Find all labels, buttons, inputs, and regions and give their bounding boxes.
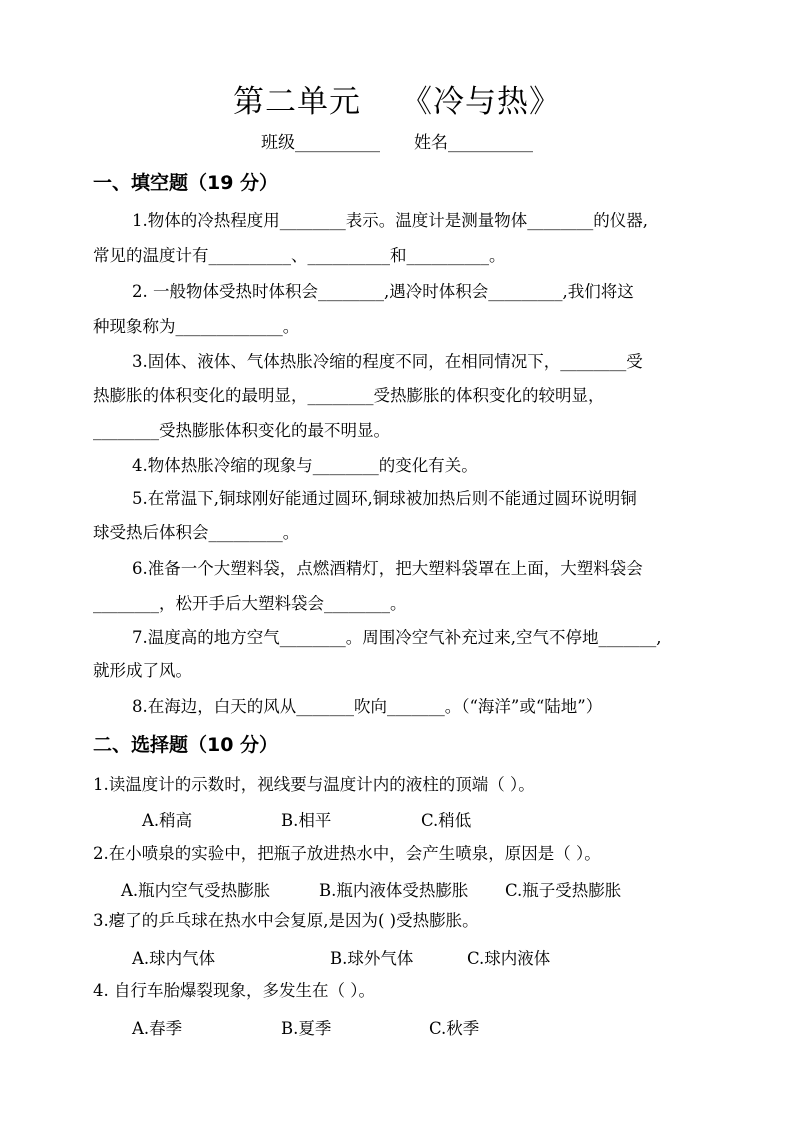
question-line: 种现象称为_____________。 [93, 317, 300, 336]
name-field[interactable]: 姓名__________ [414, 133, 533, 153]
choice-option[interactable]: A.春季 [132, 1019, 183, 1038]
question-line: 6.准备一个大塑料袋，点燃酒精灯，把大塑料袋罩在上面，大塑料袋会 [132, 559, 643, 578]
student-info [0, 128, 794, 153]
question-line: 就形成了风。 [93, 661, 192, 680]
question-line: 1.物体的冷热程度用________表示。温度计是测量物体________的仪器, [132, 211, 648, 230]
question-line: ________受热膨胀体积变化的最不明显。 [93, 421, 390, 440]
page-title [0, 76, 794, 121]
question-line: 8.在海边，白天的风从_______吹向_______。（“海洋”或“陆地”） [132, 697, 603, 716]
question-line: 7.温度高的地方空气________。周围冷空气补充过来,空气不停地_______, [132, 628, 662, 647]
question-line: 4.物体热胀冷缩的现象与________的变化有关。 [132, 456, 478, 475]
question-line: 3.固体、液体、气体热胀冷缩的程度不同，在相同情况下，________受 [132, 352, 643, 371]
choice-question: 4. 自行车胎爆裂现象，多发生在（ ）。 [93, 981, 375, 1000]
question-line: 2. 一般物体受热时体积会________,遇冷时体积会_________,我们将这 [132, 282, 634, 301]
question-line: 5.在常温下,铜球刚好能通过圆环,铜球被加热后则不能通过圆环说明铜 [132, 489, 637, 508]
choice-option[interactable]: A.球内气体 [132, 949, 216, 968]
question-line: ________，松开手后大塑料袋会________。 [93, 594, 407, 613]
choice-option[interactable]: C.稍低 [421, 811, 472, 830]
class-field[interactable]: 班级__________ [261, 133, 380, 153]
choice-option[interactable]: A.稍高 [142, 811, 193, 830]
choice-question: 2.在小喷泉的实验中，把瓶子放进热水中，会产生喷泉，原因是（ ）。 [93, 844, 601, 863]
choice-option[interactable]: C.球内液体 [467, 949, 551, 968]
unit-label: 第二单元 [233, 84, 361, 120]
choice-option[interactable]: C.秋季 [429, 1019, 480, 1038]
choice-option[interactable]: B.夏季 [281, 1019, 332, 1038]
question-line: 球受热后体积会_________。 [93, 523, 300, 542]
choice-option[interactable]: B.球外气体 [330, 949, 414, 968]
choice-question: 1.读温度计的示数时，视线要与温度计内的液柱的顶端（ ）。 [93, 775, 535, 794]
question-line: 常见的温度计有__________、__________和__________。 [93, 246, 506, 265]
question-line: 热膨胀的体积变化的最明显，________受热膨胀的体积变化的较明显， [93, 386, 605, 405]
choice-option[interactable]: C.瓶子受热膨胀 [505, 881, 622, 900]
choice-option[interactable]: A.瓶内空气受热膨胀 [121, 881, 271, 900]
section-heading-multiple-choice: 二、选择题（10 分） [93, 734, 279, 756]
choice-option[interactable]: B.瓶内液体受热膨胀 [319, 881, 469, 900]
choice-option[interactable]: B.相平 [281, 811, 332, 830]
choice-question: 3.瘪了的乒乓球在热水中会复原,是因为( )受热膨胀。 [93, 911, 479, 930]
section-heading-fill-blank: 一、填空题（19 分） [93, 172, 279, 194]
unit-title: 《冷与热》 [401, 84, 561, 120]
